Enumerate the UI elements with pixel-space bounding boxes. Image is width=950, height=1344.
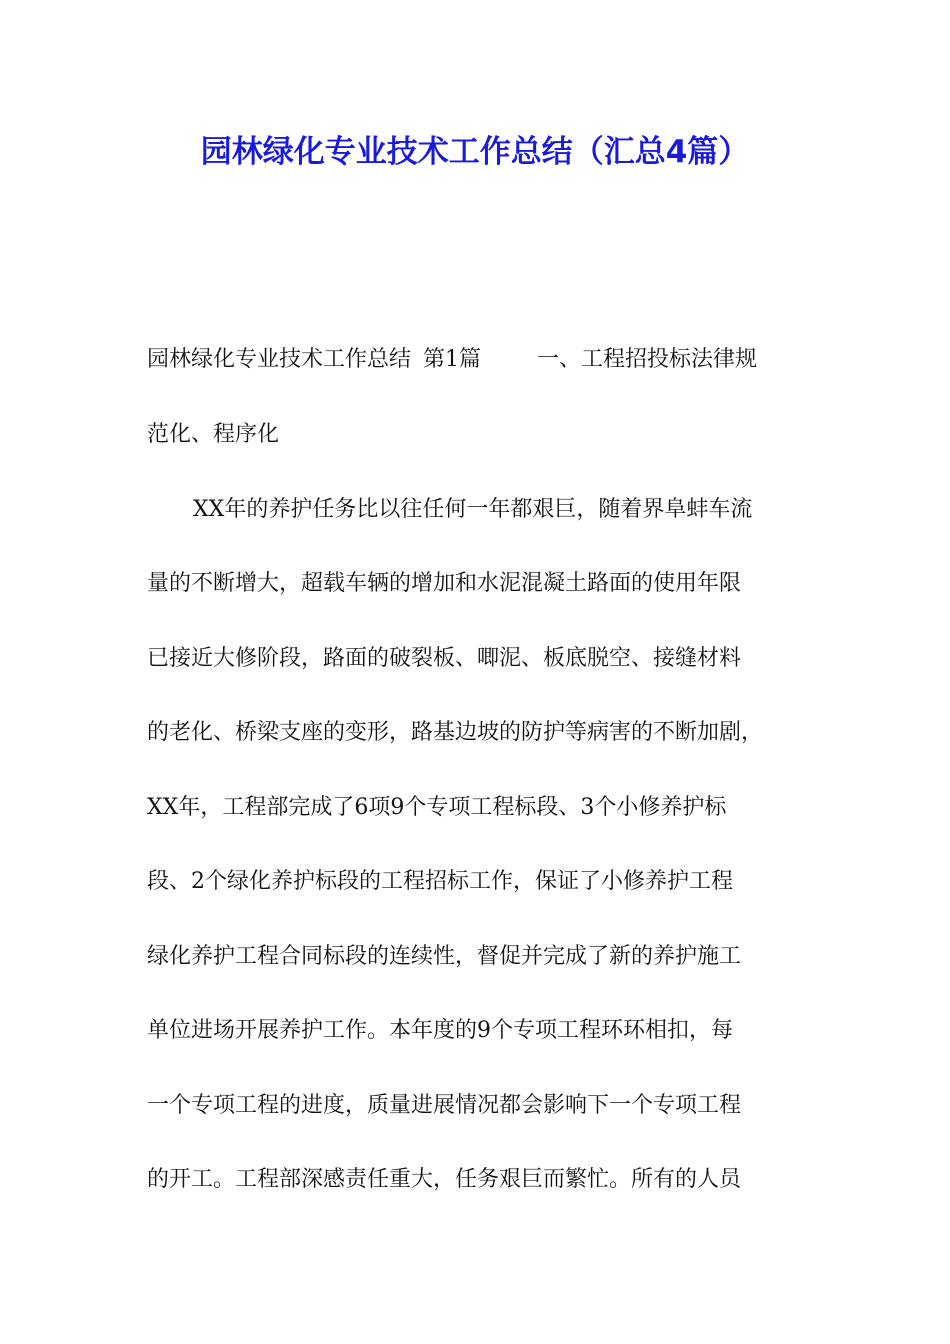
- heading-continuation: 范化、程序化: [147, 422, 280, 447]
- body-line: XX年，工程部完成了6项9个专项工程标段、3个小修养护标: [147, 795, 727, 820]
- section-heading-line: [147, 344, 757, 376]
- body-line: 的老化、桥梁支座的变形，路基边坡的防护等病害的不断加剧，: [147, 720, 764, 745]
- body-line: 的开工。工程部深感责任重大，任务艰巨而繁忙。所有的人员: [147, 1167, 742, 1192]
- body-line: 已接近大修阶段，路面的破裂板、唧泥、板底脱空、接缝材料: [147, 646, 742, 671]
- body-line: 单位进场开展养护工作。本年度的9个专项工程环环相扣，每: [147, 1018, 733, 1043]
- body-line: 段、2个绿化养护标段的工程招标工作，保证了小修养护工程: [147, 869, 733, 894]
- body-line: XX年的养护任务比以往任何一年都艰巨，随着界阜蚌车流: [193, 497, 753, 522]
- document-title: 园林绿化专业技术工作总结（汇总4篇）: [200, 134, 750, 170]
- body-line: 量的不断增大，超载车辆的增加和水泥混凝土路面的使用年限: [147, 571, 742, 596]
- heading-part1: 一、工程招投标法律规: [537, 347, 758, 372]
- body-line: 绿化养护工程合同标段的连续性，督促并完成了新的养护施工: [147, 944, 742, 969]
- section-number: 第1篇: [423, 347, 482, 372]
- section-label: 园林绿化专业技术工作总结: [147, 347, 412, 372]
- body-line: 一个专项工程的进度，质量进展情况都会影响下一个专项工程: [147, 1093, 742, 1118]
